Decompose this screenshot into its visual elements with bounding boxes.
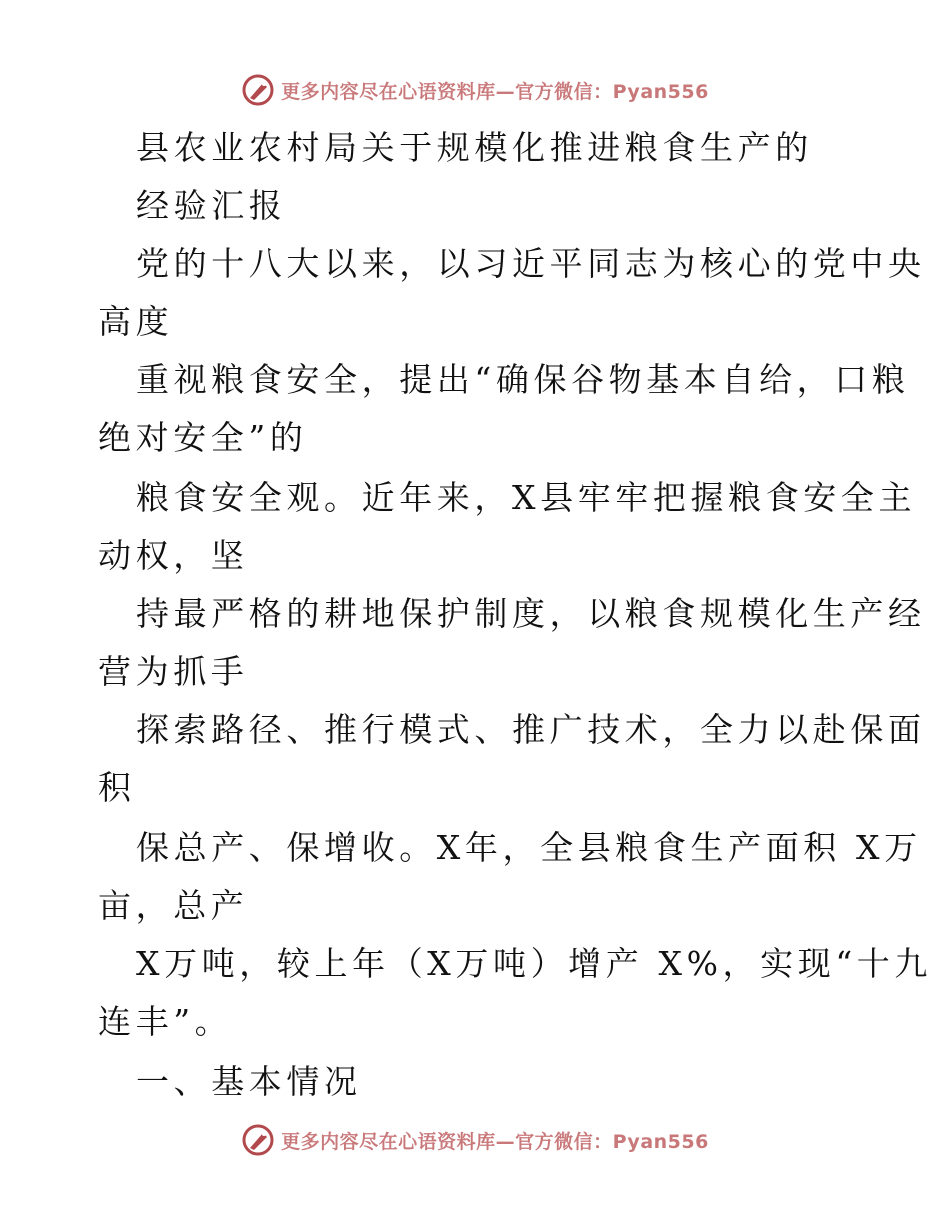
footer-watermark [0, 1120, 950, 1160]
paragraph-line: 亩，总产 [98, 886, 249, 925]
paragraph-line: 探索路径、推行模式、推广技术，全力以赴保面 [136, 710, 926, 749]
watermark-text: 更多内容尽在心语资料库—官方微信：Pyan556 [281, 1130, 709, 1153]
pen-nib-logo-icon [241, 1123, 275, 1157]
paragraph-line: 党的十八大以来，以习近平同志为核心的党中央 [136, 244, 926, 283]
doc-title-line-2: 经验汇报 [136, 186, 287, 225]
paragraph-line: 粮食安全观。近年来，X县牢牢把握粮食安全主 [136, 478, 917, 517]
section-heading: 一、基本情况 [136, 1062, 362, 1101]
paragraph-line: 持最严格的耕地保护制度，以粮食规模化生产经 [136, 594, 926, 633]
paragraph-line: 绝对安全”的 [98, 418, 308, 457]
paragraph-line: 动权，坚 [98, 536, 249, 575]
paragraph-line: 营为抓手 [98, 652, 249, 691]
pen-nib-logo-icon [241, 73, 275, 107]
paragraph-line: X万吨，较上年（X万吨）增产 X%，实现“十九 [136, 944, 932, 983]
paragraph-line: 保总产、保增收。X年，全县粮食生产面积 X万 [136, 828, 922, 867]
paragraph-line: 连丰”。 [98, 1002, 233, 1041]
paragraph-line: 积 [98, 768, 136, 807]
paragraph-line: 重视粮食安全，提出“确保谷物基本自给，口粮 [136, 360, 910, 399]
doc-title-line-1: 县农业农村局关于规模化推进粮食生产的 [136, 128, 813, 167]
header-watermark [0, 70, 950, 110]
watermark-text: 更多内容尽在心语资料库—官方微信：Pyan556 [281, 80, 709, 103]
paragraph-line: 高度 [98, 302, 174, 341]
